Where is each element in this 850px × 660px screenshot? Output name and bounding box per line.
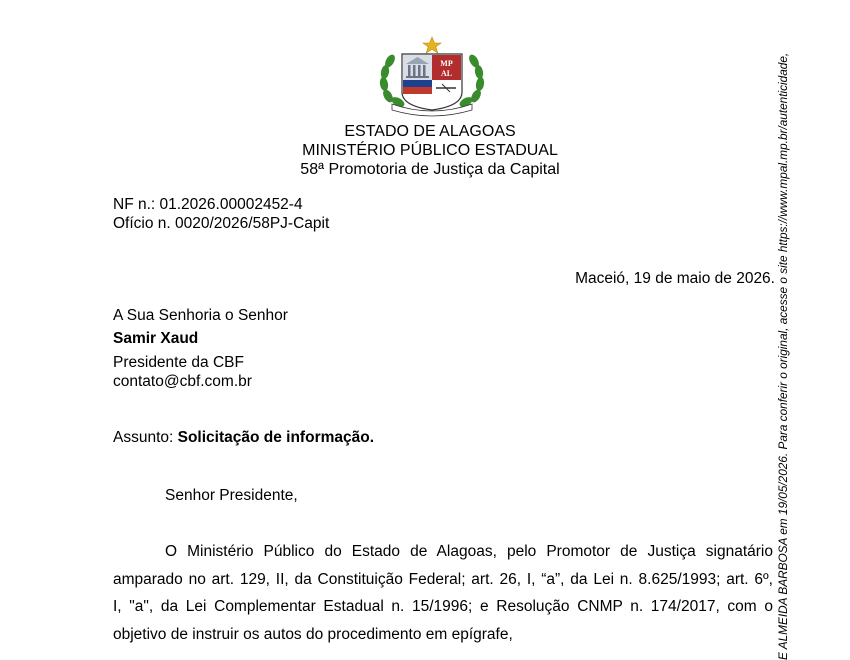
recipient-salutation: A Sua Senhoria o Senhor bbox=[113, 307, 288, 324]
recipient-title: Presidente da CBF bbox=[113, 354, 244, 371]
body-line-4: objetivo de instruir os autos do procedimento em epígrafe, bbox=[113, 626, 513, 643]
header-state: ESTADO DE ALAGOAS bbox=[344, 123, 516, 140]
svg-text:AL: AL bbox=[440, 69, 453, 78]
authenticity-side-note: E ALMEIDA BARBOSA em 19/05/2026. Para conferir o original, acesse o site https://www.mpal.mp.br/autenticidade, bbox=[776, 52, 790, 660]
oficio-number: Ofício n. 0020/2026/58PJ-Capit bbox=[113, 215, 330, 232]
document-date: Maceió, 19 de maio de 2026. bbox=[575, 270, 775, 287]
body-line-2: amparado no art. 129, II, da Constituição Federal; art. 26, I, “a”, da Lei n. 8.625/1993; art. 6º, bbox=[113, 571, 773, 588]
body-line-1: O Ministério Público do Estado de Alagoas, pelo Promotor de Justiça signatário bbox=[165, 543, 773, 560]
mpal-seal-logo bbox=[372, 36, 492, 118]
greeting: Senhor Presidente, bbox=[165, 487, 298, 504]
subject-label: Assunto: bbox=[113, 429, 174, 446]
recipient-email: contato@cbf.com.br bbox=[113, 373, 252, 390]
recipient-name: Samir Xaud bbox=[113, 330, 199, 347]
svg-text:MP: MP bbox=[440, 59, 453, 68]
subject-text: Solicitação de informação. bbox=[177, 429, 375, 446]
subject-line bbox=[113, 428, 374, 447]
header-ministry: MINISTÉRIO PÚBLICO ESTADUAL bbox=[302, 142, 558, 159]
nf-number: NF n.: 01.2026.00002452-4 bbox=[113, 196, 303, 213]
header-promotoria: 58ª Promotoria de Justiça da Capital bbox=[300, 161, 560, 178]
body-line-3: I, "a", da Lei Complementar Estadual n. 15/1996; e Resolução CNMP n. 174/2017, com o bbox=[113, 598, 773, 615]
